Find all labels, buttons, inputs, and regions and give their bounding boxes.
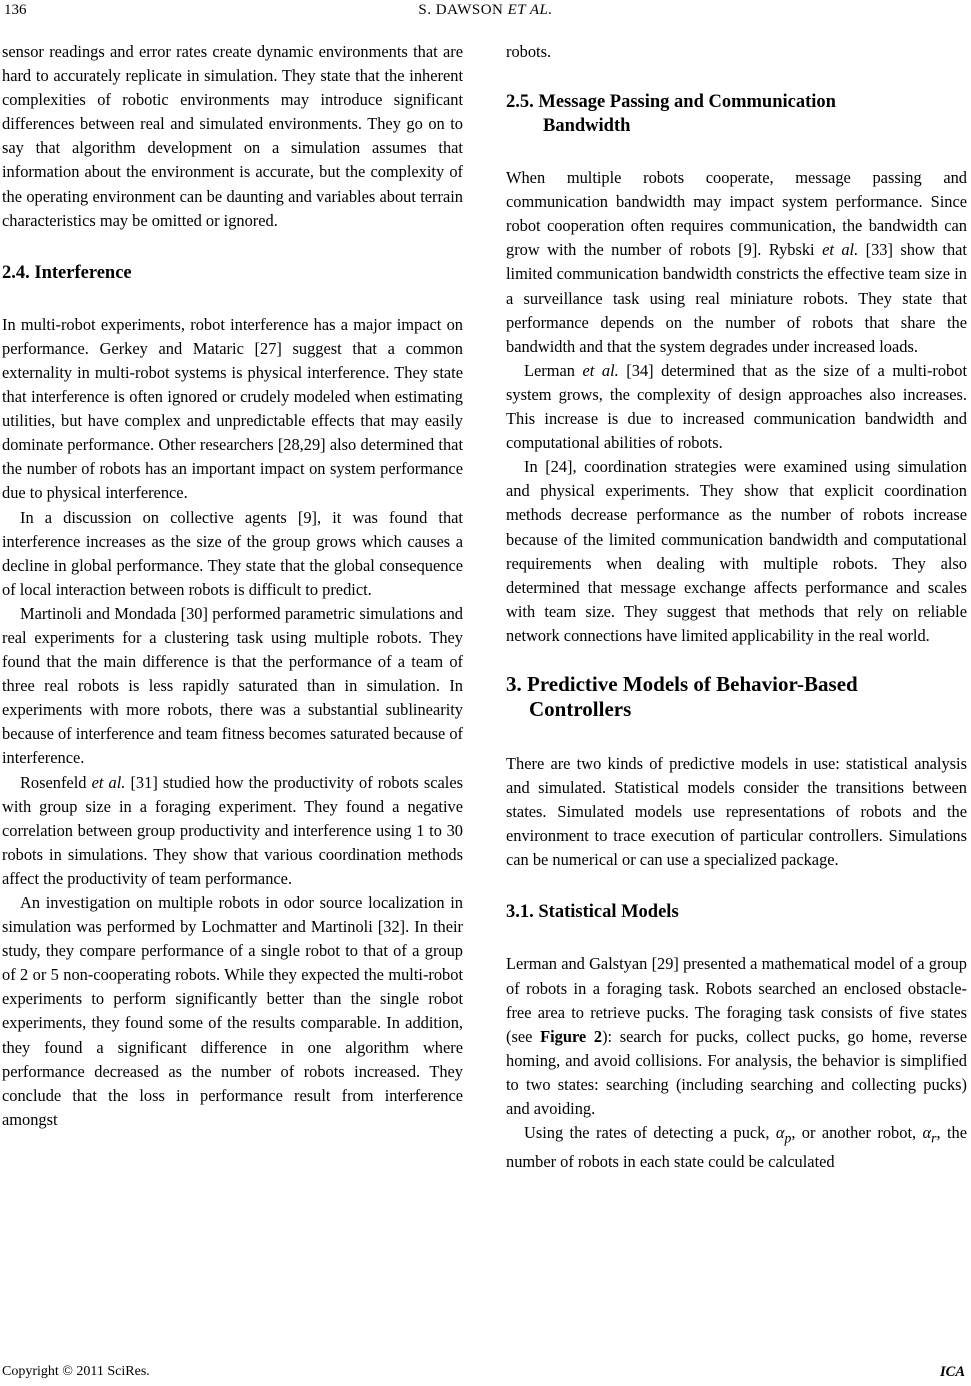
right-column	[506, 40, 967, 1175]
footer-journal: ICA	[940, 1364, 965, 1380]
section-heading-2-5: 2.5. Message Passing and Communication Bandwidth	[506, 92, 836, 137]
section-heading-2-4: 2.4. Interference	[2, 262, 132, 283]
section-heading-3: 3. Predictive Models of Behavior-Based Controllers	[506, 671, 858, 721]
paragraph-interference-2: In a discussion on collective agents [9], it was found that interference increases as the size of the group grows which causes a decline in global performance. They state that the global consequence of local interaction between robots is difficult to predict.	[2, 507, 463, 599]
paragraph-bandwidth-3: In [24], coordination strategies were examined using simulation and physical experiments. They show that explicit coordination methods decrease performance as the number of robots increase because of the limited communication bandwidth and computational requirements when dealing with multiple robots. They also determined that message exchange affects performance and scales with team size. They suggest that methods that rely on reliable network connections have limited applicability in the real world.	[506, 457, 967, 645]
paragraph-predictive-models: There are two kinds of predictive models in use: statistical analysis and simulated. Statistical models consider the transitions between states. Simulated models use representations of robots and the environment to trace execution of particular controllers. Simulations can be numerical or can use a specialized package.	[506, 753, 967, 870]
left-column	[2, 40, 463, 1132]
paragraph-intro: sensor readings and error rates create dynamic environments that are hard to accurately replicate in simulation. They state that the inherent complexities of robotic environments may introduce significant differences between real and simulated environments. They go on to say that algorithm development on a simulation assumes that information about the environment is accurate, but the complexity of the operating environment can be daunting and variables about terrain characteristics may be omitted or ignored.	[2, 42, 463, 230]
running-head-author: S. DAWSON	[418, 2, 504, 18]
paragraph-bandwidth-1: When multiple robots cooperate, message passing and communication bandwidth may impact system performance. Since robot cooperation often requires communication, the bandwidth can grow with the number of robots [9]. Rybski et al. [33] show that limited communication bandwidth constricts the effective team size in a surveillance task using real miniature robots. They state that performance depends on the number of robots that share the bandwidth and that the system degrades under increased loads.	[506, 168, 967, 356]
running-head	[0, 2, 971, 19]
page-number: 136	[4, 2, 27, 18]
paragraph-interference-3: Martinoli and Mondada [30] performed parametric simulations and real experiments for a clustering task using multiple robots. They found that the main difference is that the performance of a team of three real robots is less rapidly saturated than in simulation. In experiments with more robots, there was a substantial sublinearity because of interference and team fitness becomes saturated because of interference.	[2, 603, 463, 768]
paragraph-interference-4: Rosenfeld et al. [31] studied how the productivity of robots scales with group size in a foraging experiment. They found a negative correlation between group productivity and interference using 1 to 30 robots in simulations. They show that various coordination methods affect the productivity of team performance.	[2, 772, 463, 888]
paragraph-interference-5: An investigation on multiple robots in odor source localization in simulation was performed by Lochmatter and Martinoli [32]. In their study, they compare performance of a single robot to that of a group of 2 or 5 non-cooperating robots. While they expected the multi-robot experiments to perform significantly better than the single robot experiments, they found some of the results comparable. In addition, they found a significant difference in one algorithm where performance decreased as the number of robots increased. They conclude that the loss in performance result from interference amongst	[2, 893, 463, 1129]
paragraph-statistical-2: Using the rates of detecting a puck, $\alpha_p$, or another robot, $\alpha_r$, the number of robots in each state could be calculated	[506, 1123, 967, 1172]
section-heading-3-1: 3.1. Statistical Models	[506, 902, 679, 923]
footer-copyright: Copyright © 2011 SciRes.	[2, 1364, 150, 1379]
running-head-etal: ET AL.	[507, 2, 553, 18]
paragraph-continuation: robots.	[506, 42, 552, 61]
paragraph-bandwidth-2: Lerman et al. [34] determined that as the size of a multi-robot system grows, the complexity of design approaches also increases. This increase is due to increased communication bandwidth and computational abilities of robots.	[506, 360, 968, 453]
paragraph-interference-1: In multi-robot experiments, robot interference has a major impact on performance. Gerkey and Mataric [27] suggest that a common externality in multi-robot systems is physical interference. They state that interference is often ignored or crudely modeled when estimating utilities, but have complex and unpredictable effects that may easily dominate performance. Other researchers [28,29] also determined that the number of robots has an important impact on system performance due to physical interference.	[2, 314, 463, 503]
paragraph-statistical-1: Lerman and Galstyan [29] presented a mathematical model of a group of robots in a foraging task. Robots searched an enclosed obstacle-free area to retrieve pucks. The foraging task consists of five states (see Figure 2): search for pucks, collect pucks, go home, reverse homing, and avoid collisions. For analysis, the behavior is simplified to two states: searching (including searching and collecting pucks) and avoiding.	[506, 954, 967, 1118]
